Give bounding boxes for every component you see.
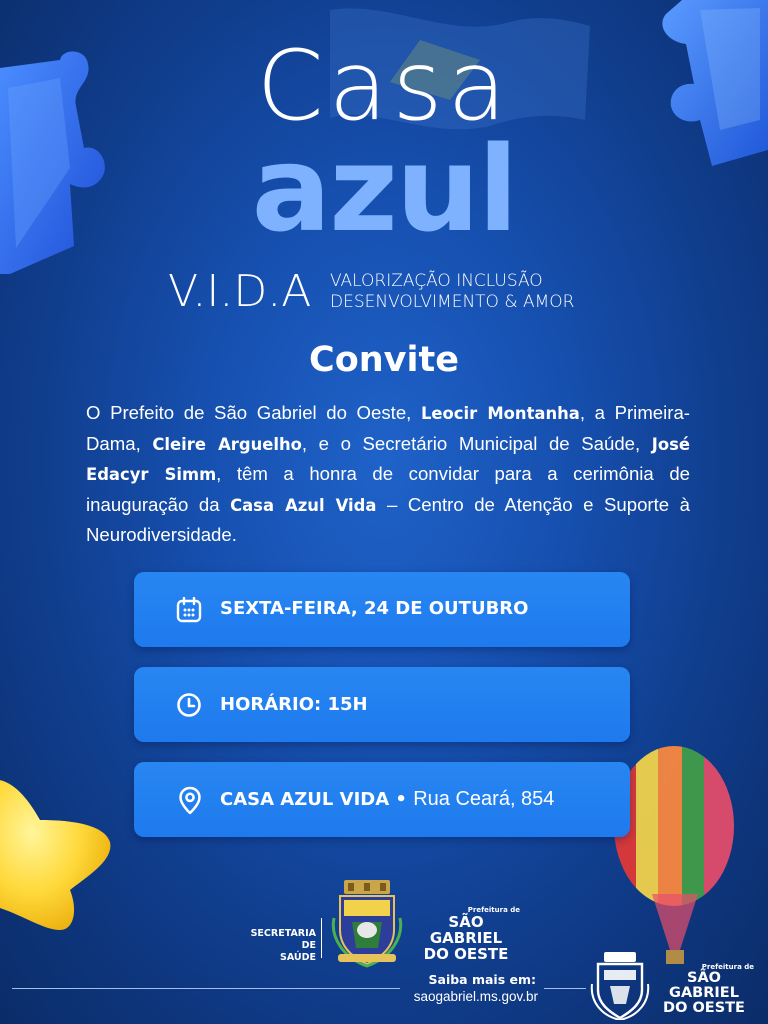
location-pill: [134, 762, 630, 837]
place-name: Casa Azul Vida: [230, 495, 377, 515]
footer-line-left: [12, 988, 400, 989]
vida-acronym: V.I.D.A: [168, 266, 312, 317]
invite-text-5: – Centro de Atenção e Suporte à Neurodiversidade.: [86, 493, 690, 545]
prefeitura-logo-center: [412, 906, 520, 962]
first-lady-name: Cleire Arguelho: [152, 434, 302, 454]
footer-divider: [321, 918, 322, 958]
secretary-name: José Edacyr Simm: [86, 434, 690, 484]
city-crest-icon: [590, 950, 650, 1020]
map-pin-icon: [178, 786, 202, 816]
saiba-mais-label: Saiba mais em:: [428, 972, 536, 987]
vida-meaning: [330, 271, 574, 313]
prefeitura-label-right: Prefeitura de: [701, 963, 754, 971]
event-time: HORÁRIO: 15H: [220, 694, 368, 715]
title-casa: Casa: [256, 30, 512, 142]
event-date: SEXTA-FEIRA, 24 DE OUTUBRO: [220, 598, 529, 619]
mayor-name: Leocir Montanha: [420, 404, 580, 423]
footer-line-right: [544, 988, 586, 989]
city-name-line2-right: DO OESTE: [663, 1000, 745, 1016]
vida-meaning-line2: DESENVOLVIMENTO & AMOR: [330, 292, 575, 312]
title-azul: azul: [251, 120, 517, 258]
secretaria-line2: SAÚDE: [280, 952, 316, 963]
prefeitura-logo-right: [654, 963, 754, 1016]
invite-text-2: , a Primeira-Dama,: [86, 402, 691, 454]
invite-paragraph: [86, 398, 690, 550]
time-pill: [134, 667, 630, 742]
secretaria-line1: SECRETARIA DE: [250, 928, 316, 951]
location-name: CASA AZUL VIDA: [220, 789, 390, 810]
website-link[interactable]: saogabriel.ms.gov.br: [413, 989, 538, 1004]
vida-meaning-line1: VALORIZAÇÃO INCLUSÃO: [330, 271, 543, 291]
city-name-line1-center: SÃO GABRIEL: [429, 913, 503, 947]
location-address: Rua Ceará, 854: [413, 788, 555, 810]
date-pill: [134, 572, 630, 647]
invite-text-3: , e o Secretário Municipal de Saúde,: [301, 432, 652, 454]
clock-icon: [176, 692, 202, 718]
invite-text-1: O Prefeito de São Gabriel do Oeste,: [86, 402, 421, 423]
secretaria-saude-label: [236, 928, 316, 964]
invite-heading: Convite: [309, 340, 459, 380]
prefeitura-label-center: Prefeitura de: [467, 906, 520, 914]
city-name-line1-right: SÃO GABRIEL: [669, 970, 739, 1001]
invite-text-4: , têm a honra de convidar para a cerimônia de inauguração da: [86, 463, 690, 515]
coat-of-arms-icon: [330, 878, 404, 968]
calendar-icon: [176, 597, 202, 623]
star-decoration-icon: [0, 780, 118, 930]
location-separator: •: [395, 789, 407, 810]
city-name-line2-center: DO OESTE: [423, 945, 509, 963]
event-location: [220, 788, 554, 811]
